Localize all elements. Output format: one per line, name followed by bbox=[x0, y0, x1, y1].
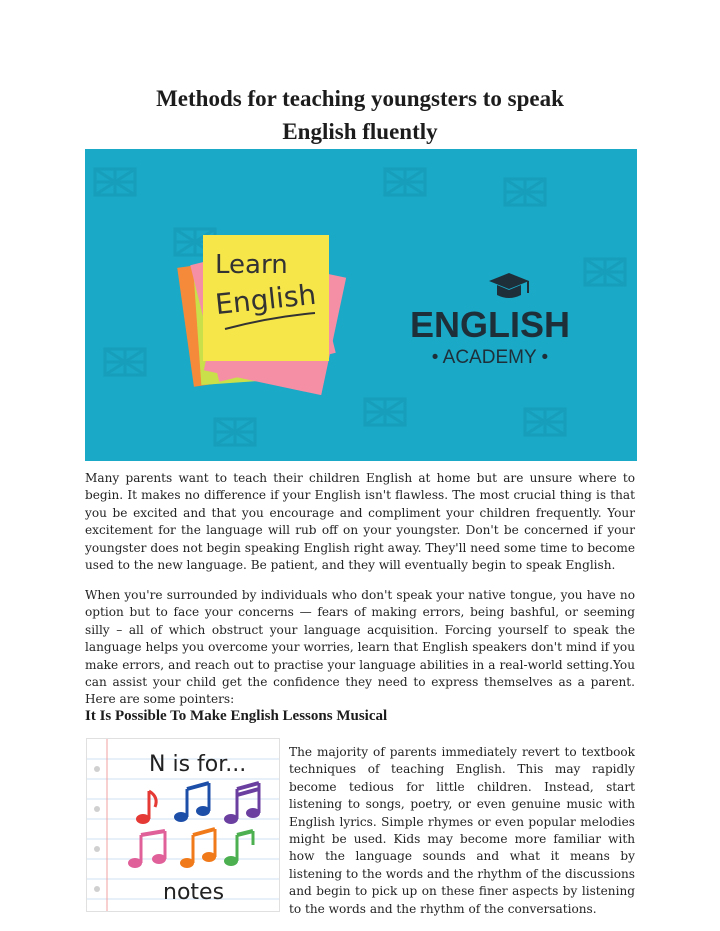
image-caption: notes bbox=[163, 880, 225, 905]
hero-image bbox=[85, 149, 637, 461]
music-notes-image bbox=[86, 738, 280, 912]
section-paragraph: The majority of parents immediately revert to textbook techniques of teaching English. This may rapidly become tedious for little children. Instead, start listening to songs, poetry, or even genuine music with English lyrics. Simple rhymes or even popular melodies might be used. Kids may become more familiar with how the language sounds and what it means by listening to the words and the rhythm of the discussions and begin to pick up on these finer aspects by listening to the words and the rhythm of the conversations. bbox=[289, 745, 635, 916]
note-text-english: English bbox=[213, 277, 318, 322]
notes-illustration bbox=[87, 739, 279, 911]
note-text-learn: Learn bbox=[215, 250, 288, 280]
image-title: N is for... bbox=[149, 752, 247, 777]
page-title bbox=[0, 82, 720, 148]
brand-sub: • ACADEMY • bbox=[431, 347, 549, 368]
title-line-1: Methods for teaching youngsters to speak bbox=[156, 86, 564, 111]
section-heading: It Is Possible To Make English Lessons Musical bbox=[85, 708, 388, 724]
paragraph-2: When you're surrounded by individuals who don't speak your native tongue, you have no option but to face your concerns — fears of making errors, being bashful, or seeming silly – all of which obstruct your language acquisition. Forcing yourself to speak the language helps you overcome your worries, learn that English speakers don't mind if you make errors, and reach out to practise your language abilities in a real-world setting.You can assist your child get the confidence they need to express themselves as a parent. Here are some pointers: bbox=[85, 588, 635, 707]
title-line-2: English fluently bbox=[282, 119, 438, 144]
paragraph-1: Many parents want to teach their children English at home but are unsure where to begin. It makes no difference if your English isn't flawless. The most crucial thing is that you be excited and that you encourage and compliment your children frequently. Your excitement for the language will rub off on your youngster. Don't be concerned if your youngster does not begin speaking English right away. They'll need some time to become used to the new language. Be patient, and they will eventually begin to speak English. bbox=[85, 471, 635, 573]
hero-illustration bbox=[85, 149, 637, 461]
brand-word: ENGLISH bbox=[409, 304, 571, 345]
